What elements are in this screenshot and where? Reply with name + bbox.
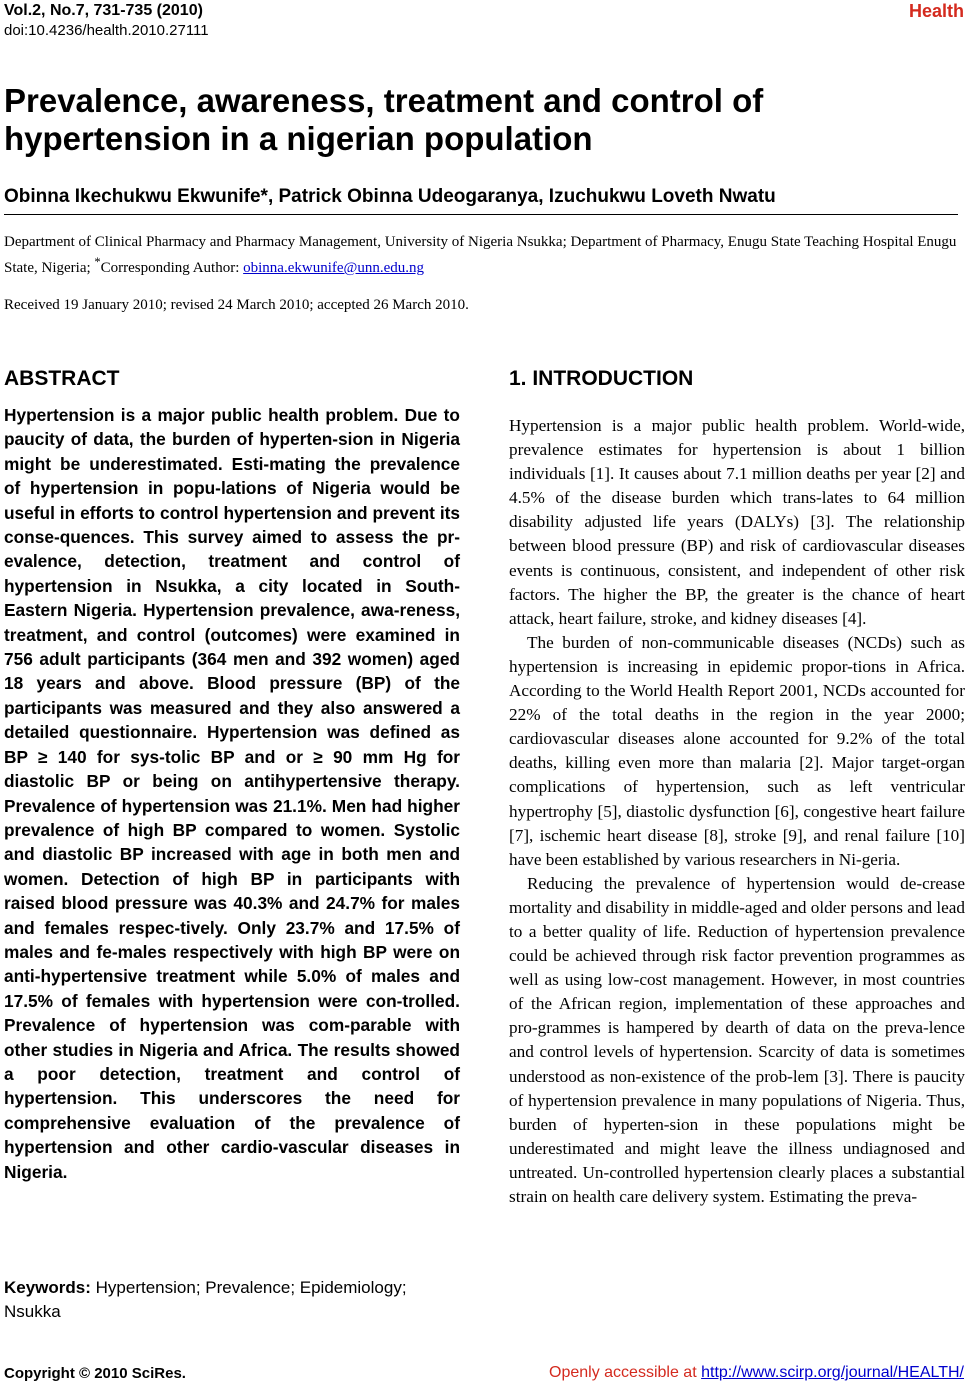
journal-reference: Vol.2, No.7, 731-735 (2010) [4,2,203,19]
corresponding-label: Corresponding Author: [100,260,244,276]
introduction-paragraph: The burden of non-communicable diseases (NCDs) such as hypertension is increasing in epidemic propor-tions in Africa. According to the World Health Report 2001, NCDs accounted for 22% of the total deaths in the region in the year 2000; cardiovascular diseases alone accounted for 9.2% of the total deaths, killing even more than malaria [2]. Major target-organ complications of hypertension, such as left ventricular hypertrophy [5], diastolic dysfunction [6], congestive heart failure [7], ischemic heart disease [8], stroke [9], and renal failure [10] have been established by various researchers in Ni-geria. [509,632,965,869]
journal-url-link[interactable]: http://www.scirp.org/journal/HEALTH/ [701,1364,964,1381]
received-dates: Received 19 January 2010; revised 24 March 2010; accepted 26 March 2010. [4,297,469,313]
author-divider [4,214,958,215]
author-list: Obinna Ikechukwu Ekwunife*, Patrick Obinna Udeogaranya, Izuchukwu Loveth Nwatu [4,186,776,207]
doi: doi:10.4236/health.2010.27111 [4,22,209,39]
keywords-label: Keywords: [4,1278,91,1297]
keywords-text: Hypertension; Prevalence; Epidemiology; Nsukka [4,1278,407,1321]
open-access-label: Openly accessible at [549,1364,702,1381]
copyright: Copyright © 2010 SciRes. [4,1365,186,1382]
abstract-heading: ABSTRACT [4,367,120,390]
affiliation [4,232,960,278]
paper-title: Prevalence, awareness, treatment and control of hypertension in a nigerian population [4,82,764,157]
author-email-link[interactable]: obinna.ekwunife@unn.edu.ng [243,260,424,276]
introduction-paragraph: Hypertension is a major public health problem. World-wide, prevalence estimates for hypertension is about 1 billion individuals [1]. It causes about 7.1 million deaths per year [2] and 4.5% of the disease burden which trans-lates to 64 million disability adjusted life years (DALYs) [3]. The relationship between blood pressure (BP) and risk of cardiovascular diseases events is continuous, consistent, and independent of other risk factors. The higher the BP, the greater is the chance of heart attack, heart failure, stroke, and kidney diseases [4]. [509,416,965,628]
keywords [4,1276,460,1324]
open-access-note [549,1363,964,1383]
journal-name: Health [908,1,964,21]
abstract-text: Hypertension is a major public health problem. Due to paucity of data, the burden of hyperten-sion in Nigeria might be underestimated. Esti-mating the prevalence of hypertension in popu-lations of Nigeria would be useful in efforts to control hypertension and prevent its conse-quences. This survey aimed to assess the pr-evalence, detection, treatment and control of hypertension in Nsukka, a city located in South-Eastern Nigeria. Hypertension prevalence, awa-reness, treatment, and control (outcomes) were examined in 756 adult participants (364 men and 392 women) aged 18 years and above. Blood pressure (BP) of the participants was measured and they also answered a detailed questionnaire. Hypertension was defined as BP ≥ 140 for sys-tolic BP and or ≥ 90 mm Hg for diastolic BP or being on antihypertensive therapy. Prevalence of hypertension was 21.1%. Men had higher prevalence of high BP compared to women. Systolic and diastolic BP increased with age in both men and women. Detection of high BP in participants with raised blood pressure was 40.3% and 24.7% for males and females respec-tively. Only 23.7% and 17.5% of males and fe-males respectively with high BP were on anti-hypertensive treatment while 5.0% of males and 17.5% of females with hypertension were con-trolled. Prevalence of hypertension was com-parable with other studies in Nigeria and Africa. The results showed a poor detection, treatment and control of hypertension. This underscores the need for comprehensive evaluation of the prevalence of hypertension and other cardio-vascular diseases in Nigeria. [4,405,460,1182]
introduction-paragraph: Reducing the prevalence of hypertension would de-crease mortality and disability in middle-aged and older persons and lead to a better quality of life. Reduction of hypertension prevalence could be achieved through risk factor prevention programmes as well as using low-cost management. However, in most countries of the African region, implementation of these approaches and pro-grammes is hampered by dearth of data on the preva-lence and control levels of hypertension. Scarcity of data is sometimes understood as non-existence of the prob-lem [3]. There is paucity of hypertension prevalence in many populations of Nigeria. Thus, burden of hyperten-sion in these populations might be underestimated and might leave the illness undiagnosed and untreated. Un-controlled hypertension clearly places a substantial strain on health care delivery system. Estimating the preva- [509,873,965,1206]
introduction-heading: 1. INTRODUCTION [509,367,694,390]
corresponding-mark: * [94,255,101,269]
affiliation-text: Department of Clinical Pharmacy and Pharmacy Management, University of Nigeria Nsukka; Department of Pharmacy, Enugu State Teaching Hospital Enugu State, Nigeria; [4,234,957,276]
introduction-body [509,414,965,1209]
